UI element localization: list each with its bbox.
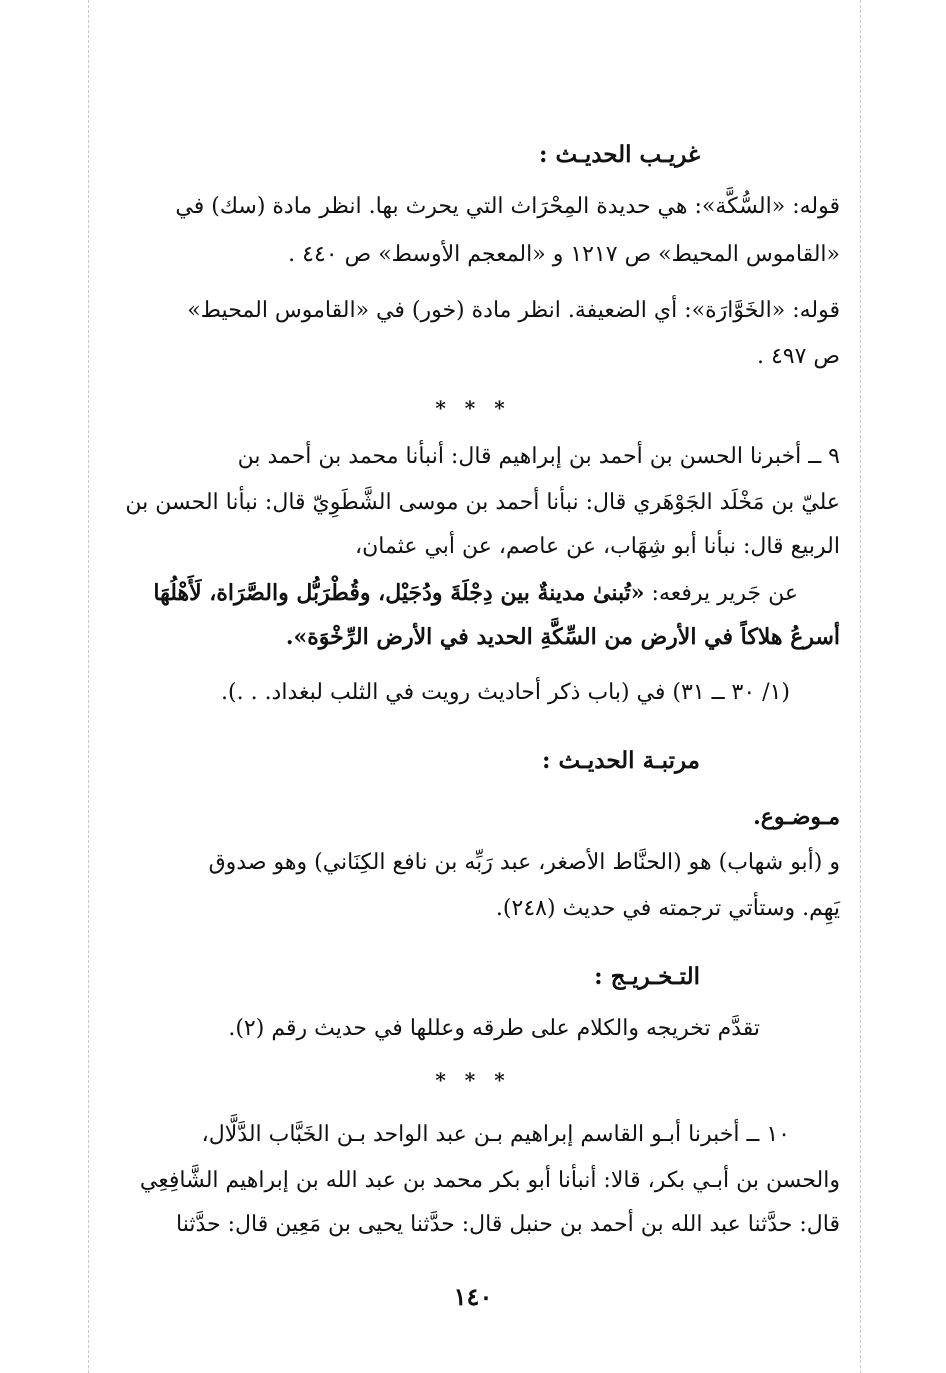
- gharib-p2-line2: ص ٤٩٧ .: [756, 344, 840, 369]
- rutba-note-line1: و (أبو شهاب) هو (الحنَّاط الأصغر، عبد رَبِّه بن نافع الكِنَاني) وهو صدوق: [208, 850, 840, 875]
- gharib-p1-line1: قوله: «السُّكَّة»: هي حديدة المِحْرَاث التي يحرث بها. انظر مادة (سك) في: [175, 194, 840, 219]
- separator-stars: * * *: [435, 396, 511, 420]
- hadith10-line2: والحسن بن أبـي بكر، قالا: أنبأنا أبو بكر محمد بن عبد الله بن إبراهيم الشَّافِعِي: [139, 1168, 840, 1193]
- rutba-note-line2: يَهِم. وستأتي ترجمته في حديث (٢٤٨).: [495, 896, 840, 921]
- hadith9-isnad-line2: عليّ بن مَخْلَد الجَوْهَري قال: نبأنا أحمد بن موسى الشَّطَوِيّ قال: نبأنا الحسن بن: [125, 490, 840, 515]
- hadith9-isnad-line1: ٩ ــ أخبرنا الحسن بن أحمد بن إبراهيم قال: أنبأنا محمد بن أحمد بن: [237, 444, 840, 469]
- takhrij-text: تقدَّم تخريجه والكلام على طرقه وعللها في حديث رقم (٢).: [228, 1016, 760, 1041]
- hadith10-line1: ١٠ ــ أخبرنا أبـو القاسم إبراهيم بـن عبد الواحد بـن الخَبَّاب الدَّلَّال،: [201, 1122, 790, 1147]
- gharib-p1-line2: «القاموس المحيط» ص ١٢١٧ و «المعجم الأوسط» ص ٤٤٠ .: [288, 242, 840, 267]
- page-number: ١٤٠: [453, 1282, 493, 1311]
- hadith9-matn-text-2: أسرعُ هلاكاً في الأرض من السِّكَّةِ الحديد في الأرض الرِّخْوَة».: [285, 624, 840, 650]
- gharib-p2-line1: قوله: «الخَوَّارَة»: أي الضعيفة. انظر مادة (خور) في «القاموس المحيط»: [187, 298, 840, 323]
- right-margin-line: [860, 0, 861, 1373]
- separator-stars-2: * * *: [435, 1068, 511, 1092]
- hadith9-reference: (١/ ٣٠ ــ ٣١) في (باب ذكر أحاديث رويت في الثلب لبغداد. . .).: [221, 680, 790, 705]
- hadith9-isnad-line3: الربيع قال: نبأنا أبو شِهَاب، عن عاصم، عن أبي عثمان،: [355, 534, 840, 559]
- hadith9-matn-intro: عن جَرير يرفعه:: [644, 581, 798, 606]
- section-heading-gharib: غريـب الحديـث :: [539, 141, 700, 168]
- hadith10-line3: قال: حدَّثنا عبد الله بن أحمد بن حنبل قال: حدَّثنا يحيى بن مَعِين قال: حدَّثنا: [175, 1212, 840, 1237]
- section-heading-rutba: مرتبـة الحديـث :: [542, 747, 700, 774]
- hadith9-matn-line1: [80, 578, 840, 609]
- section-heading-takhrij: التـخـريـج :: [594, 963, 700, 990]
- rutba-verdict: مـوضـوع.: [753, 804, 840, 830]
- hadith9-matn-text-1: «تُبنىٰ مدينةٌ بين دِجْلَةَ ودُجَيْل، وقُطْرَبُّل والصَّرَاة، لَأَهْلُهَا: [153, 580, 645, 606]
